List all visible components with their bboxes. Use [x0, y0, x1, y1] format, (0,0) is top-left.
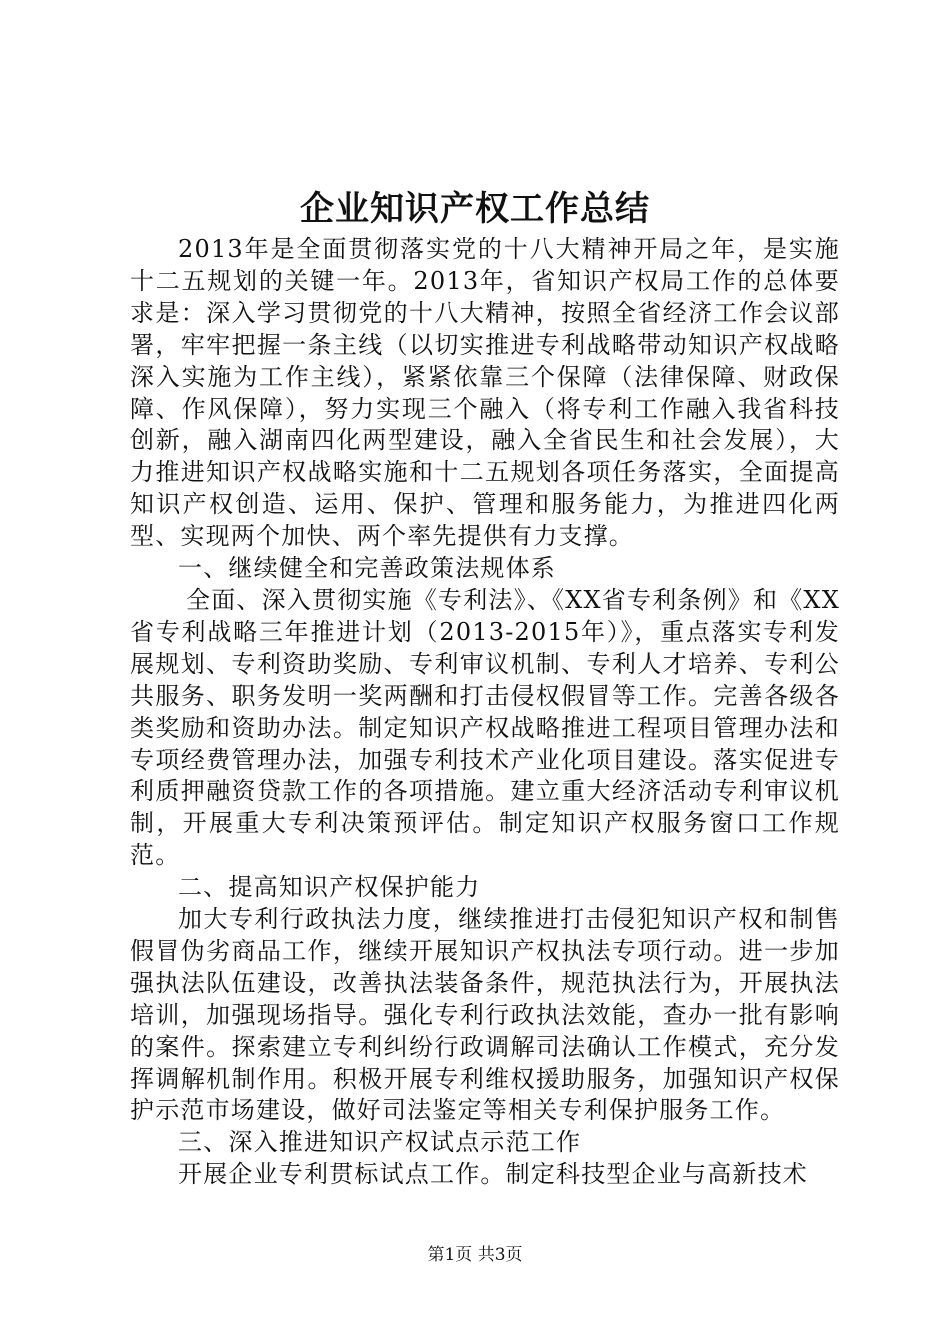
document-title: 企业知识产权工作总结: [300, 189, 650, 229]
section-heading-3: 三、深入推进知识产权试点示范工作: [178, 1128, 582, 1157]
paragraph-intro: 2013年是全面贯彻落实党的十八大精神开局之年，是实施十二五规划的关键一年。2013年，省知识产权局工作的总体要求是：深入学习贯彻党的十八大精神，按照全省经济工作会议部署，牢牢把握一条主线（以切实推进专利战略带动知识产权战略深入实施为工作主线），紧紧依靠三个保障（法律保障、财政保障、作风保障），努力实现三个融入（将专利工作融入我省科技创新，融入湖南四化两型建设，融入全省民生和社会发展），大力推进知识产权战略实施和十二五规划各项任务落实，全面提高知识产权创造、运用、保护、管理和服务能力，为推进四化两型、实现两个加快、两个率先提供有力支撑。: [130, 235, 840, 551]
paragraph-section-2: 加大专利行政执法力度，继续推进打击侵犯知识产权和制售假冒伪劣商品工作，继续开展知识产权执法专项行动。进一步加强执法队伍建设，改善执法装备条件，规范执法行为，开展执法培训，加强现场指导。强化专利行政执法效能，查办一批有影响的案件。探索建立专利纠纷行政调解司法确认工作模式，充分发挥调解机制作用。积极开展专利维权援助服务，加强知识产权保护示范市场建设，做好司法鉴定等相关专利保护服务工作。: [130, 905, 840, 1125]
document-body: [130, 234, 840, 1191]
paragraph-section-1: 全面、深入贯彻实施《专利法》、《XX省专利条例》和《XX省专利战略三年推进计划（2013-2015年）》，重点落实专利发展规划、专利资助奖励、专利审议机制、专利人才培养、专利公共服务、职务发明一奖两酬和打击侵权假冒等工作。完善各级各类奖励和资助办法。制定知识产权战略推进工程项目管理办法和专项经费管理办法，加强专利技术产业化项目建设。落实促进专利质押融资贷款工作的各项措施。建立重大经济活动专利审议机制，开展重大专利决策预评估。制定知识产权服务窗口工作规范。: [130, 585, 840, 870]
section-heading-2: 二、提高知识产权保护能力: [178, 873, 481, 902]
page-number-footer: 第1页 共3页: [427, 1245, 523, 1265]
paragraph-section-3: 开展企业专利贯标试点工作。制定科技型企业与高新技术: [178, 1160, 808, 1189]
section-heading-1: 一、继续健全和完善政策法规体系: [178, 554, 556, 583]
